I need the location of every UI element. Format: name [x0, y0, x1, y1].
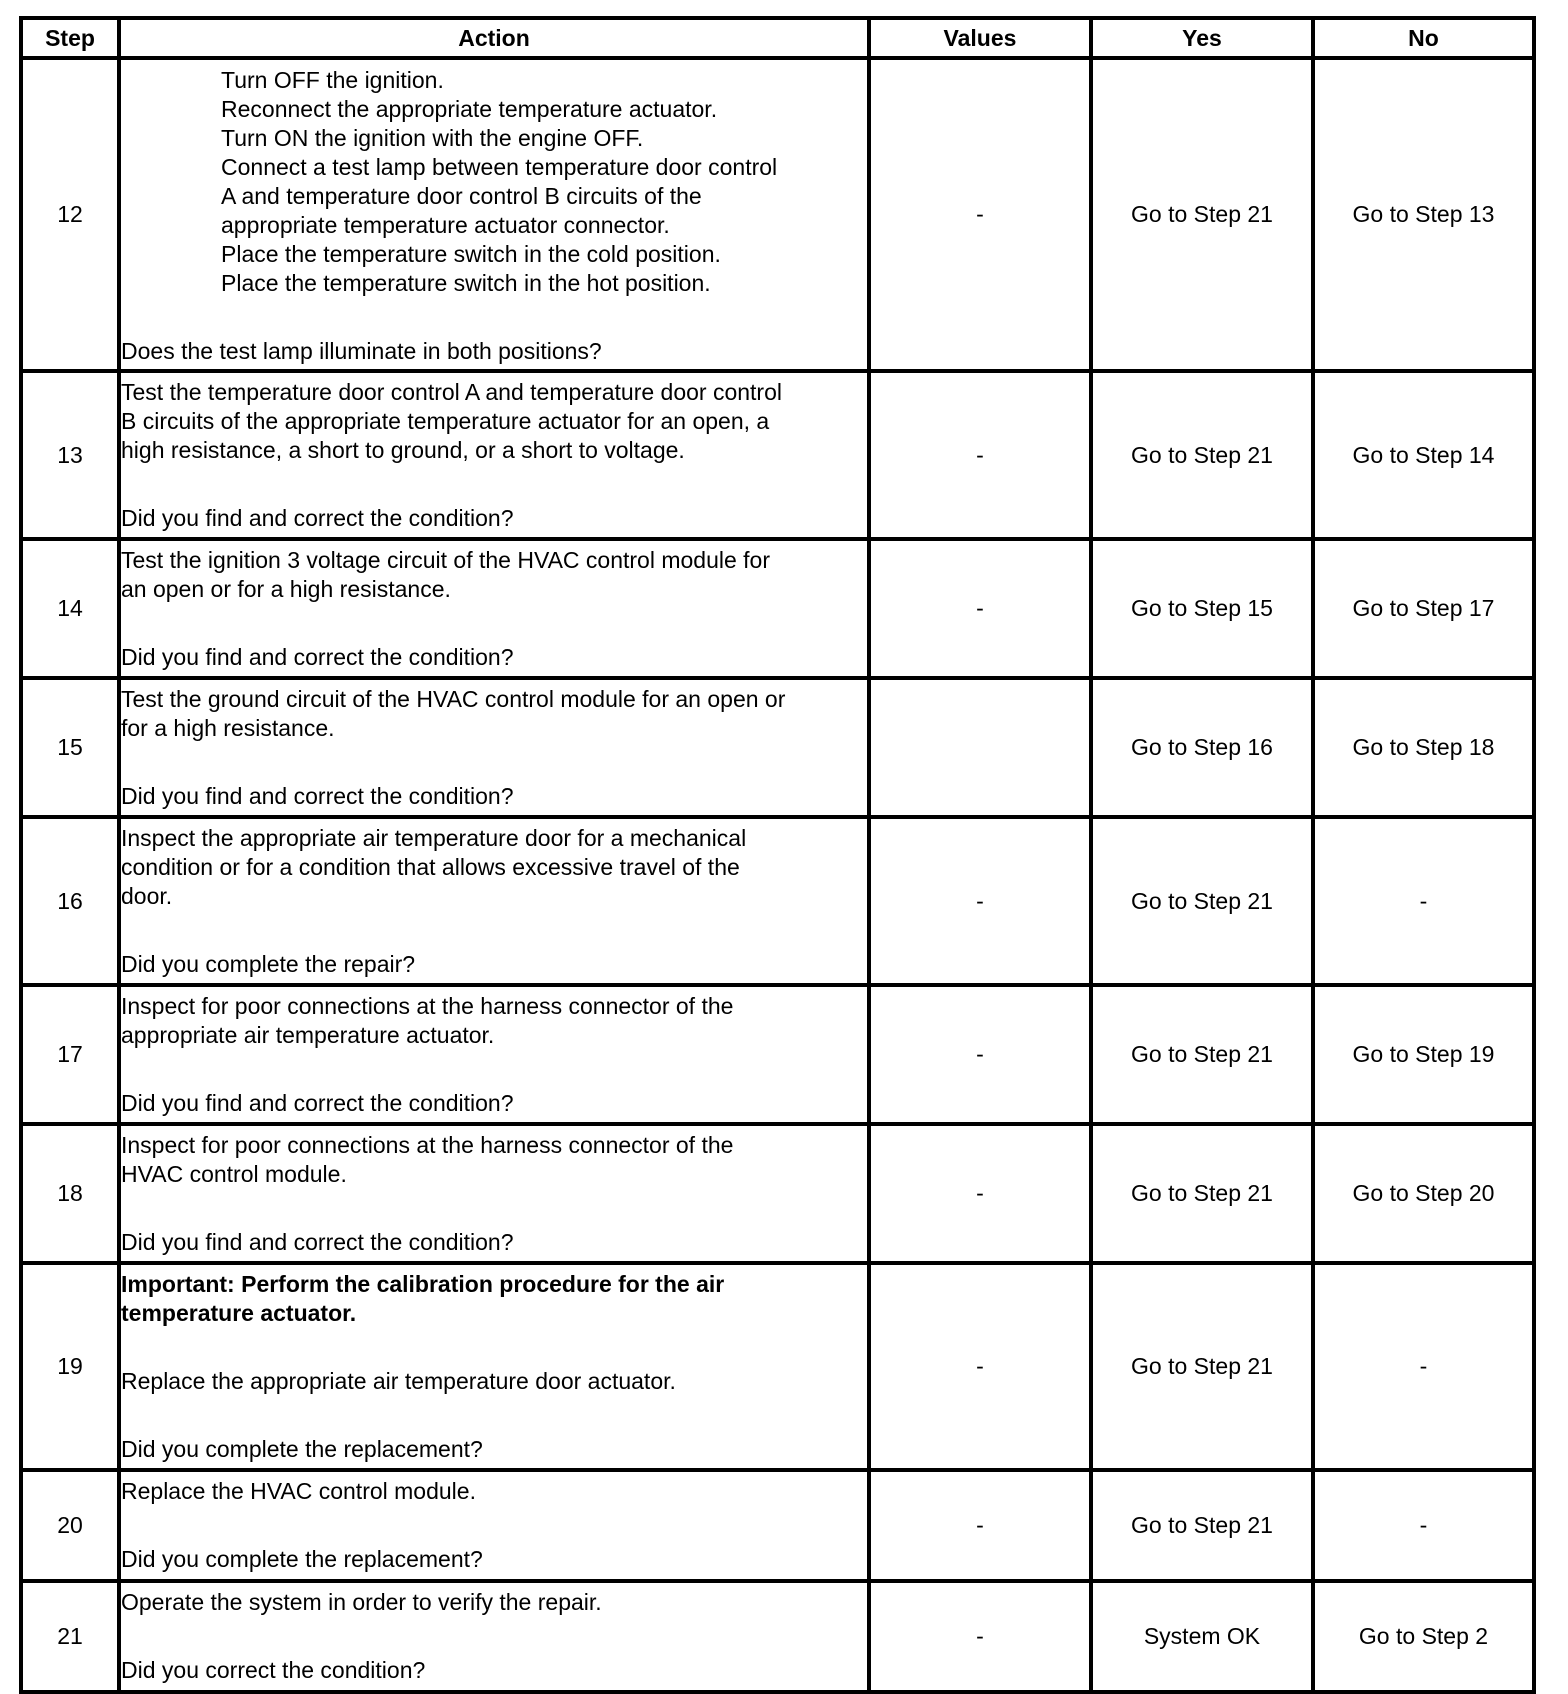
no-cell: Go to Step 20 — [1313, 1124, 1534, 1263]
action-instructions: Replace the appropriate air temperature door actuator. — [121, 1367, 676, 1394]
action-cell — [119, 1470, 869, 1581]
yes-cell: Go to Step 15 — [1091, 539, 1313, 678]
action-question: Did you complete the replacement? — [121, 1435, 483, 1462]
action-question: Did you find and correct the condition? — [121, 1089, 514, 1116]
step-number: 16 — [21, 817, 119, 985]
action-question: Did you complete the replacement? — [121, 1546, 483, 1572]
step-number: 17 — [21, 985, 119, 1124]
table-row — [21, 678, 1534, 817]
no-cell: Go to Step 2 — [1313, 1581, 1534, 1692]
step-number: 13 — [21, 371, 119, 539]
table-row — [21, 1263, 1534, 1470]
action-instructions: Operate the system in order to verify the repair. — [121, 1589, 602, 1615]
values-cell: - — [869, 1470, 1091, 1581]
values-cell: - — [869, 58, 1091, 371]
yes-cell: Go to Step 21 — [1091, 1263, 1313, 1470]
diagnostic-steps-table — [19, 16, 1536, 1694]
action-instructions: Inspect for poor connections at the harness connector of the HVAC control module. — [121, 1131, 734, 1187]
action-cell — [119, 371, 869, 539]
no-cell: Go to Step 17 — [1313, 539, 1534, 678]
table-row — [21, 58, 1534, 371]
no-cell: Go to Step 19 — [1313, 985, 1534, 1124]
yes-cell: Go to Step 21 — [1091, 817, 1313, 985]
table-row — [21, 985, 1534, 1124]
step-number: 15 — [21, 678, 119, 817]
yes-cell: Go to Step 21 — [1091, 371, 1313, 539]
table-row — [21, 1470, 1534, 1581]
action-cell — [119, 1263, 869, 1470]
yes-cell: Go to Step 21 — [1091, 985, 1313, 1124]
values-cell: - — [869, 1124, 1091, 1263]
header-action: Action — [119, 18, 869, 58]
step-number: 18 — [21, 1124, 119, 1263]
action-cell — [119, 985, 869, 1124]
action-cell — [119, 817, 869, 985]
header-yes: Yes — [1091, 18, 1313, 58]
header-values: Values — [869, 18, 1091, 58]
table-row — [21, 371, 1534, 539]
action-question: Did you find and correct the condition? — [121, 643, 514, 670]
action-cell — [119, 1581, 869, 1692]
action-cell — [119, 58, 869, 371]
action-question: Did you find and correct the condition? — [121, 504, 514, 531]
action-question: Did you find and correct the condition? — [121, 1228, 514, 1255]
action-cell — [119, 539, 869, 678]
action-instructions: Inspect the appropriate air temperature door for a mechanical condition or for a condition that allows excessive travel of the door. — [121, 824, 747, 909]
action-instructions: Test the ground circuit of the HVAC control module for an open or for a high resistance. — [121, 685, 786, 741]
action-question: Did you correct the condition? — [121, 1657, 426, 1683]
yes-cell: Go to Step 21 — [1091, 58, 1313, 371]
header-no: No — [1313, 18, 1534, 58]
no-cell: - — [1313, 1470, 1534, 1581]
values-cell: - — [869, 371, 1091, 539]
table-row — [21, 539, 1534, 678]
no-cell: Go to Step 14 — [1313, 371, 1534, 539]
values-cell: - — [869, 985, 1091, 1124]
action-instructions: Test the ignition 3 voltage circuit of the HVAC control module for an open or for a high resistance. — [121, 546, 771, 602]
action-instructions: Replace the HVAC control module. — [121, 1478, 476, 1504]
action-instructions: Inspect for poor connections at the harness connector of the appropriate air temperature actuator. — [121, 992, 734, 1048]
table-row — [21, 1124, 1534, 1263]
action-question: Did you find and correct the condition? — [121, 782, 514, 809]
action-instructions: Turn OFF the ignition. Reconnect the appropriate temperature actuator. Turn ON the ignition with the engine OFF. Connect a test lamp between temperature door control A and temperature door control B circuits of the appropriate temperature actuator connector. Place the temperature switch in the cold position. Place the temperature switch in the hot position. — [221, 67, 778, 296]
no-cell: Go to Step 13 — [1313, 58, 1534, 371]
step-number: 21 — [21, 1581, 119, 1692]
action-question: Did you complete the repair? — [121, 950, 416, 977]
action-instructions: Test the temperature door control A and temperature door control B circuits of the appropriate temperature actuator for an open, a high resistance, a short to ground, or a short to voltage. — [121, 378, 782, 463]
yes-cell: Go to Step 21 — [1091, 1124, 1313, 1263]
no-cell: - — [1313, 817, 1534, 985]
step-number: 20 — [21, 1470, 119, 1581]
values-cell: - — [869, 1263, 1091, 1470]
yes-cell: System OK — [1091, 1581, 1313, 1692]
values-cell: - — [869, 817, 1091, 985]
step-number: 19 — [21, 1263, 119, 1470]
step-number: 12 — [21, 58, 119, 371]
step-number: 14 — [21, 539, 119, 678]
action-cell — [119, 678, 869, 817]
yes-cell: Go to Step 16 — [1091, 678, 1313, 817]
no-cell: - — [1313, 1263, 1534, 1470]
header-row — [21, 18, 1534, 58]
values-cell — [869, 678, 1091, 817]
action-question: Does the test lamp illuminate in both positions? — [121, 338, 602, 364]
important-note: Important: Perform the calibration procedure for the air temperature actuator. — [121, 1270, 725, 1326]
values-cell: - — [869, 1581, 1091, 1692]
values-cell: - — [869, 539, 1091, 678]
yes-cell: Go to Step 21 — [1091, 1470, 1313, 1581]
table-row — [21, 1581, 1534, 1692]
header-step: Step — [21, 18, 119, 58]
no-cell: Go to Step 18 — [1313, 678, 1534, 817]
action-cell — [119, 1124, 869, 1263]
table-row — [21, 817, 1534, 985]
